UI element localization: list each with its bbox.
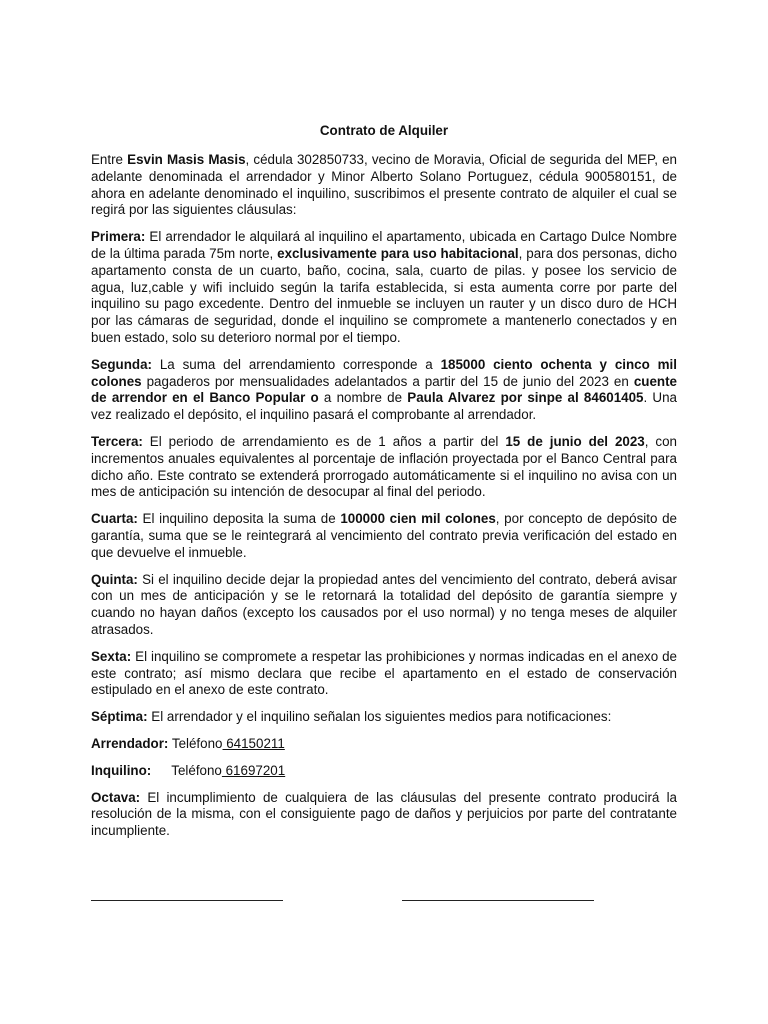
tenant-phone: 61697201 (221, 762, 286, 778)
intro-text-2: , cédula 302850733, vecino de Moravia, Oficial de segurida del MEP, en adelante denominada el arrendador y Minor Alberto Solano Portuguez, cédula 900580151, de ahora en adelante denominado el inquilino, suscribimos el presente contrato de alquiler el cual se regirá por las siguientes cláusulas: (91, 152, 677, 218)
clause-label: Segunda: (91, 356, 153, 372)
clause-bold: exclusivamente para uso habitacional (277, 245, 519, 261)
tenant-contact (91, 763, 677, 780)
clause-octava (91, 790, 677, 840)
clause-text: La suma del arrendamiento corresponde a (152, 356, 441, 372)
deposit-amount: 100000 cien mil colones (340, 511, 496, 527)
landlord-signature-line (91, 900, 283, 901)
clause-text: Si el inquilino decide dejar la propiedad antes del vencimiento del contrato, deberá avisar con un mes de anticipación y se le retornará la totalidad del depósito de garantía siempre y cuando no hayan daños (excepto los causados por el uso normal) y no tenga meses de alquiler atrasados. (91, 571, 677, 637)
clause-text: El arrendador y el inquilino señalan los siguientes medios para notificaciones: (147, 709, 612, 725)
clause-text: El inquilino se compromete a respetar las prohibiciones y normas indicadas en el anexo de este contrato; así mismo declara que recibe el apartamento en el estado de conservación estipulado en el anexo de este contrato. (91, 648, 677, 698)
clause-tercera (91, 434, 677, 501)
sinpe-recipient: Paula Alvarez por sinpe al 84601405 (407, 390, 644, 406)
clause-label: Octava: (91, 789, 141, 805)
clause-text: , con incrementos anuales equivalentes al porcentaje de inflación proyectada por el Banco Central para dicho año. Este contrato se extenderá prorrogado automáticamente si el inquilino no avisa con un mes de anticipación su intención de desocupar al final del periodo. (91, 433, 677, 500)
clause-quinta (91, 572, 677, 639)
clause-text: . Una vez realizado el depósito, el inquilino pasará el comprobante al arrendador. (91, 390, 677, 423)
tenant-signature-line (402, 900, 594, 901)
clause-text: a nombre de (318, 390, 408, 406)
clause-cuarta (91, 511, 677, 561)
landlord-phone: 64150211 (222, 735, 285, 751)
clause-label: Cuarta: (91, 511, 138, 527)
start-date: 15 de junio del 2023 (505, 433, 645, 449)
clause-text: El incumplimiento de cualquiera de las cláusulas del presente contrato producirá la resolución de la misma, con el consiguiente pago de daños y perjuicios por parte del contratante incumpliente. (91, 789, 677, 839)
clause-text: El arrendador le alquilará al inquilino el apartamento, ubicada en Cartago Dulce Nombre de la última parada 75m norte, (91, 229, 677, 261)
intro-text-1: Entre (91, 152, 128, 167)
clause-label: Quinta: (91, 571, 138, 587)
rent-amount: 185000 ciento ochenta y cinco mil colones (91, 356, 677, 389)
phone-label: Teléfono (171, 762, 222, 778)
contract-body (91, 123, 677, 850)
clause-text: , por concepto de depósito de garantía, suma que se le reintegrará al vencimiento del contrato previa verificación del estado en que devuelve el inmueble. (91, 511, 677, 560)
clause-label: Séptima: (91, 709, 148, 725)
clause-label: Sexta: (91, 648, 132, 664)
clause-sexta (91, 649, 677, 699)
clause-text: , para dos personas, dicho apartamento consta de un cuarto, baño, cocina, sala, cuarto de pilas. y posee los servicio de agua, luz,cable y wifi incluido según la tarifa establecida, si esta aumenta corre por parte del inquilino su pago excedente. Dentro del inmueble se incluyen un rauter y un disco duro de HCH por las cámaras de seguridad, donde el inquilino se compromete a mantenerlo conectados y en buen estado, solo su deterioro normal por el tiempo. (91, 245, 678, 345)
landlord-name: Esvin Masis Masis (127, 152, 246, 167)
contact-label: Inquilino: (91, 762, 152, 778)
clause-text: pagaderos por mensualidades adelantados a partir del 15 de junio del 2023 en (141, 373, 634, 389)
intro-paragraph (91, 152, 677, 219)
clause-segunda (91, 357, 677, 424)
phone-label: Teléfono (168, 735, 223, 751)
clause-label: Primera: (91, 229, 146, 245)
bank-account: cuente de arrendor en el Banco Popular o (91, 373, 677, 406)
page-title: Contrato de Alquiler (319, 123, 449, 138)
landlord-contact (91, 736, 677, 753)
clause-text: El periodo de arrendamiento es de 1 años a partir del (142, 433, 506, 449)
clause-label: Tercera: (91, 433, 143, 449)
clause-primera (91, 229, 677, 347)
clause-text: El inquilino deposita la suma de (137, 511, 341, 527)
clause-septima (91, 709, 677, 726)
contact-label: Arrendador: (91, 735, 169, 751)
